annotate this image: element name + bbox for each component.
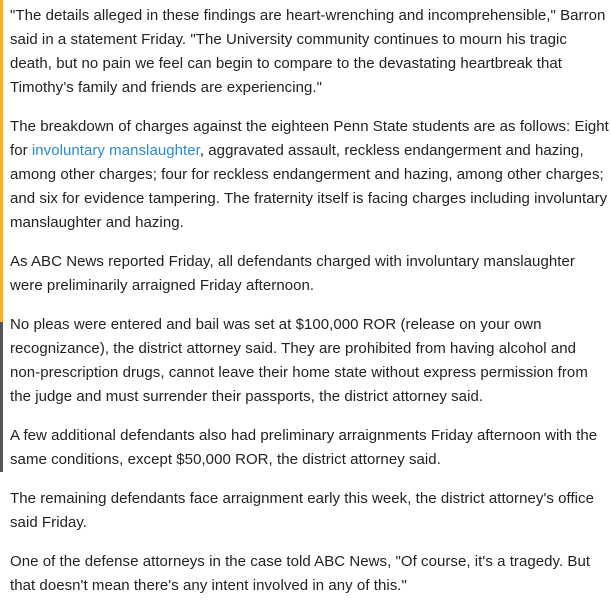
paragraph-arraigned: As ABC News reported Friday, all defendants charged with involuntary manslaughter were preliminarily arraigned Friday afternoon. (10, 253, 575, 294)
paragraph-bail: No pleas were entered and bail was set at $100,000 ROR (release on your own recognizance), the district attorney said. They are prohibited from having alcohol and non-prescription drugs, cannot leave their home state without express permission from the judge and must surrender their passports, the district attorney said. (10, 316, 588, 405)
paragraph-charges (10, 115, 610, 235)
paragraph-additional-defendants: A few additional defendants also had preliminary arraignments Friday afternoon with the same conditions, except $50,000 ROR, the district attorney said. (10, 427, 598, 468)
article-body (10, 4, 610, 613)
paragraph-remaining-defendants: The remaining defendants face arraignment early this week, the district attorney's office said Friday. (10, 490, 594, 531)
paragraph-quote: "The details alleged in these findings are heart-wrenching and incomprehensible," Barron said in a statement Friday. "The University community continues to mourn his tragic death, but no pain we feel can begin to compare to the devastating heartbreak that Timothy’s family and friends are experiencing." (10, 7, 606, 96)
paragraph-defense-quote: One of the defense attorneys in the case told ABC News, "Of course, it's a tragedy. But that doesn't mean there's any intent involved in any of this." (10, 553, 591, 594)
side-marker (0, 322, 3, 472)
quote-accent-bar (0, 0, 3, 346)
involuntary-manslaughter-link[interactable]: involuntary manslaughter (31, 142, 200, 159)
charges-text-end: , aggravated assault, reckless endangerment and hazing, among other charges; four for reckless endangerment and hazing, among other charges; and six for evidence tampering. The fraternity itself is facing charges including involuntary manslaughter and hazing. (10, 142, 608, 231)
charges-text-start: The breakdown of charges against the eighteen Penn State students are as follows: Eight for (10, 118, 609, 159)
